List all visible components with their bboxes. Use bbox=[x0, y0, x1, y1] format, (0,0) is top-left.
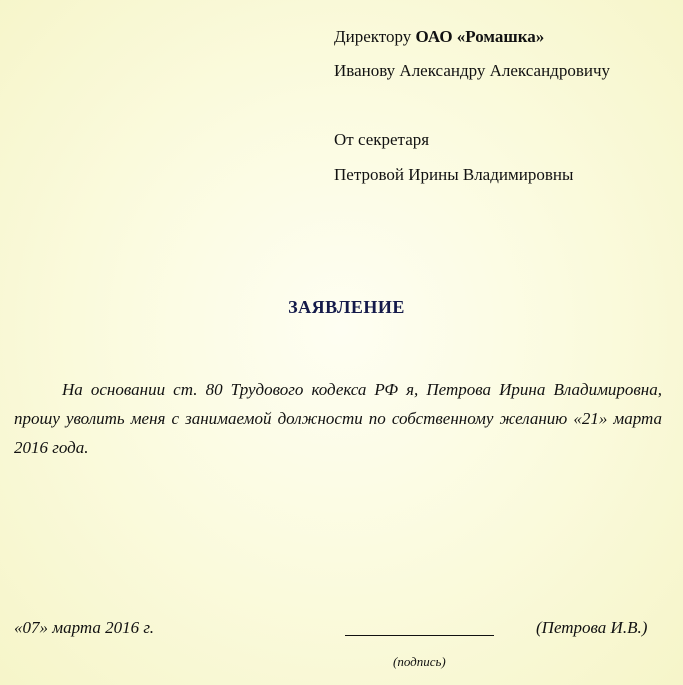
statement-body: На основании ст. 80 Трудового кодекса РФ я, Петрова Ирина Владимировна, прошу уволить меня с занимаемой должности по собственному желанию «21» марта 2016 года. bbox=[14, 380, 662, 457]
addressee-line bbox=[334, 27, 544, 47]
addressee-organization: ОАО «Ромашка» bbox=[415, 27, 545, 46]
signer-name: (Петрова И.В.) bbox=[536, 618, 648, 637]
document-date: «07» марта 2016 г. bbox=[14, 618, 155, 637]
document-title: ЗАЯВЛЕНИЕ bbox=[288, 297, 405, 317]
signature-caption: (подпись) bbox=[393, 654, 446, 669]
sender-name: Петровой Ирины Владимировны bbox=[334, 165, 574, 184]
addressee-position: Директору bbox=[334, 27, 416, 46]
signature-line bbox=[345, 635, 494, 636]
addressee-name: Иванову Александру Александровичу bbox=[334, 61, 610, 80]
sender-label: От секретаря bbox=[334, 130, 430, 149]
